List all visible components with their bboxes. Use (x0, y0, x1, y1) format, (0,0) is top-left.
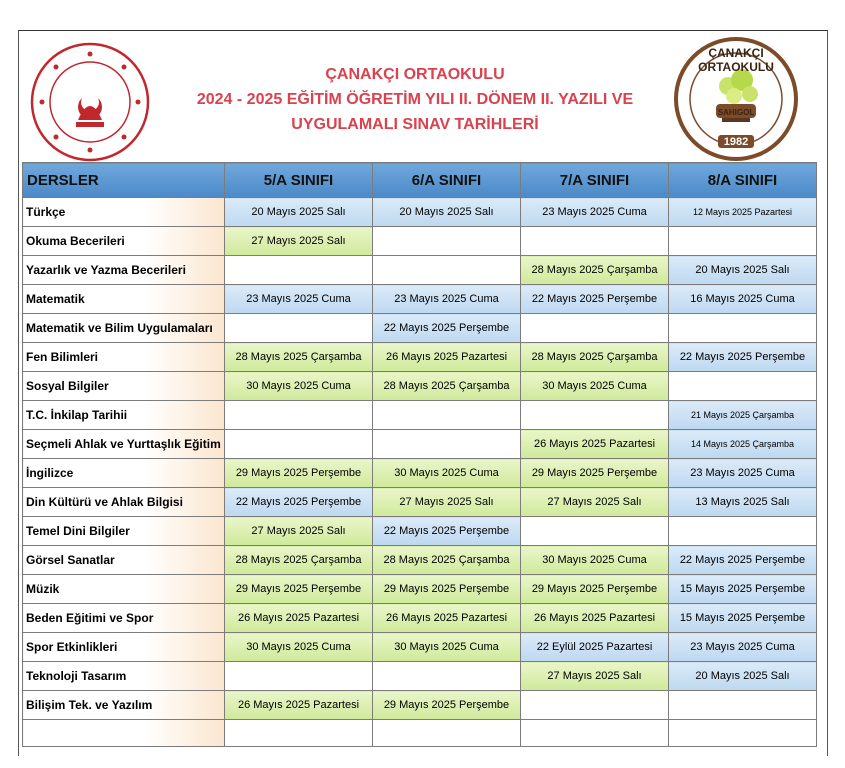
exam-date-cell: 29 Mayıs 2025 Perşembe (225, 459, 373, 488)
header-lessons: DERSLER (23, 163, 225, 198)
table-row (23, 720, 817, 747)
exam-date-cell: 29 Mayıs 2025 Perşembe (373, 575, 521, 604)
exam-date-cell (521, 314, 669, 343)
exam-date-cell (669, 517, 817, 546)
exam-date-cell (521, 691, 669, 720)
exam-date-cell: 28 Mayıs 2025 Çarşamba (373, 372, 521, 401)
exam-date-cell: 22 Mayıs 2025 Perşembe (373, 517, 521, 546)
lesson-name-cell: Teknoloji Tasarım (23, 662, 225, 691)
title-line-2: 2024 - 2025 EĞİTİM ÖĞRETİM YILI II. DÖNEM II. YAZILI VE (196, 91, 634, 108)
exam-date-cell: 15 Mayıs 2025 Perşembe (669, 604, 817, 633)
table-row (23, 517, 817, 546)
exam-date-cell: 12 Mayıs 2025 Pazartesi (669, 198, 817, 227)
header-6a: 6/A SINIFI (373, 163, 521, 198)
exam-date-cell: 30 Mayıs 2025 Cuma (373, 633, 521, 662)
document-title (180, 62, 650, 137)
lesson-name-cell: Müzik (23, 575, 225, 604)
exam-date-cell: 27 Mayıs 2025 Salı (521, 662, 669, 691)
exam-date-cell: 27 Mayıs 2025 Salı (225, 517, 373, 546)
lesson-name-cell: Matematik ve Bilim Uygulamaları (23, 314, 225, 343)
exam-date-cell (669, 720, 817, 747)
exam-date-cell: 23 Mayıs 2025 Cuma (373, 285, 521, 314)
lesson-name-cell (23, 720, 225, 747)
exam-date-cell: 15 Mayıs 2025 Perşembe (669, 575, 817, 604)
school-emblem-year: 1982 (723, 136, 749, 148)
table-header-row (23, 163, 817, 198)
exam-date-cell: 28 Mayıs 2025 Çarşamba (521, 343, 669, 372)
exam-date-cell (521, 401, 669, 430)
exam-date-cell (669, 227, 817, 256)
table-row (23, 546, 817, 575)
exam-date-cell (373, 401, 521, 430)
table-row (23, 256, 817, 285)
exam-date-cell: 29 Mayıs 2025 Perşembe (373, 691, 521, 720)
lesson-name-cell: Türkçe (23, 198, 225, 227)
exam-date-cell: 26 Mayıs 2025 Pazartesi (225, 604, 373, 633)
exam-date-cell (225, 256, 373, 285)
exam-date-cell: 20 Mayıs 2025 Salı (669, 662, 817, 691)
exam-date-cell: 26 Mayıs 2025 Pazartesi (521, 604, 669, 633)
exam-date-cell (669, 691, 817, 720)
exam-date-cell (225, 314, 373, 343)
table-row (23, 633, 817, 662)
table-row (23, 575, 817, 604)
exam-date-cell: 26 Mayıs 2025 Pazartesi (225, 691, 373, 720)
exam-date-cell: 28 Mayıs 2025 Çarşamba (225, 546, 373, 575)
lesson-name-cell: Spor Etkinlikleri (23, 633, 225, 662)
lesson-name-cell: Sosyal Bilgiler (23, 372, 225, 401)
table-row (23, 488, 817, 517)
exam-date-cell: 23 Mayıs 2025 Cuma (669, 459, 817, 488)
exam-date-cell: 23 Mayıs 2025 Cuma (225, 285, 373, 314)
exam-date-cell: 23 Mayıs 2025 Cuma (521, 198, 669, 227)
exam-date-cell: 22 Mayıs 2025 Perşembe (225, 488, 373, 517)
table-row (23, 604, 817, 633)
table-row (23, 691, 817, 720)
exam-date-cell (373, 720, 521, 747)
exam-date-cell (225, 430, 373, 459)
exam-date-cell: 29 Mayıs 2025 Perşembe (225, 575, 373, 604)
exam-date-cell: 28 Mayıs 2025 Çarşamba (225, 343, 373, 372)
exam-date-cell: 22 Mayıs 2025 Perşembe (521, 285, 669, 314)
table-row (23, 343, 817, 372)
exam-schedule-table (22, 162, 817, 747)
exam-date-cell (521, 227, 669, 256)
school-emblem-sub: SAHIGOL (717, 108, 755, 117)
table-row (23, 227, 817, 256)
exam-date-cell: 28 Mayıs 2025 Çarşamba (373, 546, 521, 575)
exam-date-cell: 22 Eylül 2025 Pazartesi (521, 633, 669, 662)
exam-date-cell (373, 662, 521, 691)
lesson-name-cell: Matematik (23, 285, 225, 314)
lesson-name-cell: Temel Dini Bilgiler (23, 517, 225, 546)
exam-date-cell: 14 Mayıs 2025 Çarşamba (669, 430, 817, 459)
exam-date-cell: 27 Mayıs 2025 Salı (521, 488, 669, 517)
title-line-3: UYGULAMALI SINAV TARİHLERİ (291, 116, 539, 133)
lesson-name-cell: T.C. İnkilap Tarihii (23, 401, 225, 430)
exam-date-cell: 16 Mayıs 2025 Cuma (669, 285, 817, 314)
exam-date-cell: 22 Mayıs 2025 Perşembe (669, 546, 817, 575)
header-8a: 8/A SINIFI (669, 163, 817, 198)
table-row (23, 662, 817, 691)
lesson-name-cell: Fen Bilimleri (23, 343, 225, 372)
header-5a: 5/A SINIFI (225, 163, 373, 198)
exam-date-cell: 28 Mayıs 2025 Çarşamba (521, 256, 669, 285)
exam-date-cell: 22 Mayıs 2025 Perşembe (669, 343, 817, 372)
exam-date-cell: 20 Mayıs 2025 Salı (373, 198, 521, 227)
table-row (23, 285, 817, 314)
exam-date-cell: 20 Mayıs 2025 Salı (225, 198, 373, 227)
lesson-name-cell: Beden Eğitimi ve Spor (23, 604, 225, 633)
exam-date-cell: 26 Mayıs 2025 Pazartesi (373, 604, 521, 633)
exam-date-cell: 29 Mayıs 2025 Perşembe (521, 459, 669, 488)
lesson-name-cell: Görsel Sanatlar (23, 546, 225, 575)
exam-date-cell (225, 662, 373, 691)
exam-date-cell: 27 Mayıs 2025 Salı (373, 488, 521, 517)
exam-date-cell (373, 227, 521, 256)
lesson-name-cell: İngilizce (23, 459, 225, 488)
exam-date-cell (669, 314, 817, 343)
lesson-name-cell: Bilişim Tek. ve Yazılım (23, 691, 225, 720)
title-school-name: ÇANAKÇI ORTAOKULU (325, 66, 505, 83)
table-row (23, 372, 817, 401)
table-row (23, 430, 817, 459)
exam-date-cell (521, 720, 669, 747)
lesson-name-cell: Yazarlık ve Yazma Becerileri (23, 256, 225, 285)
exam-date-cell: 26 Mayıs 2025 Pazartesi (373, 343, 521, 372)
header-7a: 7/A SINIFI (521, 163, 669, 198)
exam-date-cell: 27 Mayıs 2025 Salı (225, 227, 373, 256)
table-row (23, 459, 817, 488)
lesson-name-cell: Din Kültürü ve Ahlak Bilgisi (23, 488, 225, 517)
exam-date-cell: 30 Mayıs 2025 Cuma (225, 633, 373, 662)
exam-date-cell (373, 256, 521, 285)
exam-date-cell: 30 Mayıs 2025 Cuma (373, 459, 521, 488)
exam-date-cell: 29 Mayıs 2025 Perşembe (521, 575, 669, 604)
exam-date-cell: 21 Mayıs 2025 Çarşamba (669, 401, 817, 430)
exam-date-cell: 30 Mayıs 2025 Cuma (521, 546, 669, 575)
exam-date-cell: 13 Mayıs 2025 Salı (669, 488, 817, 517)
exam-date-cell (521, 517, 669, 546)
exam-date-cell (669, 372, 817, 401)
ministry-seal-logo (24, 42, 156, 162)
table-row (23, 198, 817, 227)
exam-date-cell: 30 Mayıs 2025 Cuma (225, 372, 373, 401)
exam-date-cell: 23 Mayıs 2025 Cuma (669, 633, 817, 662)
exam-date-cell: 22 Mayıs 2025 Perşembe (373, 314, 521, 343)
lesson-name-cell: Seçmeli Ahlak ve Yurttaşlık Eğitim (23, 430, 225, 459)
exam-date-cell (225, 720, 373, 747)
lesson-name-cell: Okuma Becerileri (23, 227, 225, 256)
table-row (23, 401, 817, 430)
table-row (23, 314, 817, 343)
exam-date-cell: 30 Mayıs 2025 Cuma (521, 372, 669, 401)
exam-date-cell: 26 Mayıs 2025 Pazartesi (521, 430, 669, 459)
exam-date-cell (373, 430, 521, 459)
exam-date-cell: 20 Mayıs 2025 Salı (669, 256, 817, 285)
school-emblem-name: ÇANAKÇI ORTAOKULU (698, 46, 774, 74)
exam-date-cell (225, 401, 373, 430)
